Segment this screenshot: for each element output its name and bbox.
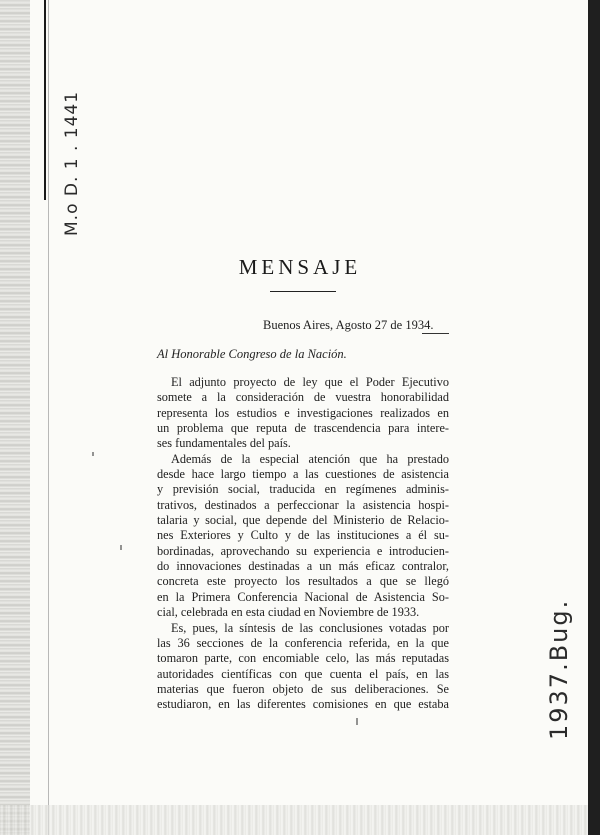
text-line: Además de la especial atención que ha prestado [171,451,449,466]
text-line: desde hace largo tiempo a las cuestiones de asistencia [157,467,449,482]
text-line: un problema que reputa de trascendencia para intere- [157,421,449,436]
binding-edge-line [48,0,49,835]
text-line: talaria y social, que depende del Ministerio de Relacio- [157,513,449,528]
text-line: autoridades científicas con que cuenta el país, en las [157,666,449,681]
salutation: Al Honorable Congreso de la Nación. [157,347,347,361]
scan-speck [92,452,94,456]
text-line: concreta este proyecto los resultados a que se llegó [157,574,449,589]
date-underline [422,333,449,334]
text-line: y previsión social, traducida en regímenes adminis- [157,482,449,497]
handwritten-margin-note-left: M.o D. 1 . 1441 [62,90,82,236]
text-line: estudiaron, en las diferentes comisiones en que estaba [157,697,449,712]
text-line: las 36 secciones de la conferencia referida, en la que [157,635,449,650]
text-line: materias que fueron objeto de sus deliberaciones. Se [157,681,449,696]
binding-shadow-line [44,0,46,200]
document-title: MENSAJE [238,255,362,279]
title-rule [270,291,336,292]
text-line: trativos, destinados a perfeccionar la asistencia hospi- [157,497,449,512]
document-date: Buenos Aires, Agosto 27 de 1934. [263,318,434,332]
text-line: ses fundamentales del país. [157,436,291,451]
text-line: cial, celebrada en esta ciudad en Noviembre de 1933. [157,605,420,620]
binding-gutter [0,0,30,835]
scan-bottom-noise [0,805,588,835]
text-line: Es, pues, la síntesis de las conclusiones votadas por [171,620,449,635]
text-line: do innovaciones destinadas a un más eficaz contralor, [157,559,449,574]
text-line: tomaron parte, con encomiable celo, las más reputadas [157,651,449,666]
text-line: representa los estudios e investigaciones realizados en [157,405,449,420]
text-line: somete a la consideración de vuestra honorabilidad [157,390,449,405]
text-line: nes Exteriores y Culto y de las instituciones a él su- [157,528,449,543]
scan-speck [120,545,122,550]
scan-speck [356,718,358,725]
scan-right-edge [588,0,600,835]
body-text [157,375,449,713]
handwritten-margin-note-right: 1937.Bug. [545,598,573,740]
text-line: El adjunto proyecto de ley que el Poder Ejecutivo [171,375,449,389]
text-line: en la Primera Conferencia Nacional de Asistencia So- [157,589,449,604]
text-line: bordinadas, aprovechando su experiencia e introducien- [157,543,449,558]
